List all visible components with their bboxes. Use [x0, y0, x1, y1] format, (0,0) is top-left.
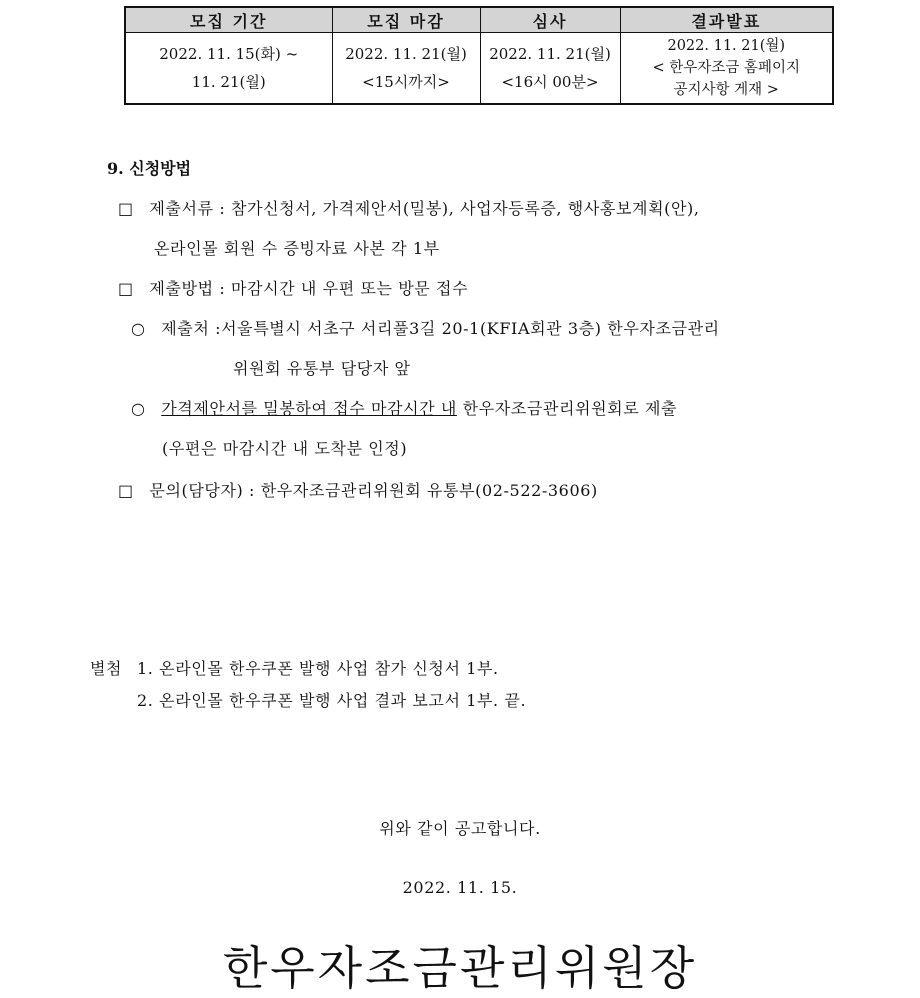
- section-heading: 9. 신청방법: [107, 159, 192, 178]
- cell-text: <16시 00분>: [501, 73, 599, 91]
- attachment-label: 별첨: [90, 659, 123, 678]
- cell-text: < 한우자조금 홈페이지: [652, 60, 800, 76]
- list-item: [118, 276, 468, 299]
- circle-bullet: ○: [131, 399, 146, 418]
- cell-text: <15시까지>: [362, 73, 450, 91]
- notice-date: 2022. 11. 15.: [402, 878, 518, 897]
- circle-bullet: ○: [131, 319, 146, 338]
- cell-text: 11. 21(월): [191, 73, 266, 91]
- cell-recruit-period: [125, 33, 332, 105]
- square-bullet: □: [118, 481, 134, 500]
- list-item: [118, 478, 598, 501]
- list-item: [131, 396, 677, 419]
- list-item-continuation: (우편은 마감시간 내 도착분 인정): [162, 439, 408, 458]
- header-result: 결과발표: [620, 7, 833, 33]
- list-item-continuation: 온라인몰 회원 수 증빙자료 사본 각 1부: [154, 239, 440, 258]
- square-bullet: □: [118, 199, 134, 218]
- cell-result: [620, 33, 833, 105]
- square-bullet: □: [118, 279, 134, 298]
- schedule-row: [125, 33, 833, 105]
- cell-text: 공지사항 게재 >: [673, 82, 779, 98]
- list-item-text: 한우자조금관리위원회로 제출: [456, 399, 678, 418]
- list-item: [118, 196, 700, 219]
- issuer-title: 한우자조금관리위원장: [222, 941, 698, 995]
- schedule-header-row: [125, 7, 833, 33]
- list-item-text: 제출방법 : 마감시간 내 우편 또는 방문 접수: [149, 279, 469, 298]
- schedule-table: [124, 6, 834, 105]
- cell-text: 2022. 11. 21(월): [667, 38, 786, 54]
- cell-recruit-deadline: [332, 33, 480, 105]
- underlined-text: 가격제안서를 밀봉하여 접수 마감시간 내: [161, 399, 457, 418]
- list-item-text: 제출처 :서울특별시 서초구 서리풀3길 20-1(KFIA회관 3층) 한우자조금관리: [161, 319, 720, 338]
- cell-text: 2022. 11. 15(화) ~: [159, 45, 299, 63]
- header-recruit-period: 모집 기간: [125, 7, 332, 33]
- cell-review: [480, 33, 620, 105]
- attachment-item: 1. 온라인몰 한우쿠폰 발행 사업 참가 신청서 1부.: [137, 659, 499, 678]
- list-item-text: 제출서류 : 참가신청서, 가격제안서(밀봉), 사업자등록증, 행사홍보계획(안),: [149, 199, 700, 218]
- header-recruit-deadline: 모집 마감: [332, 7, 480, 33]
- cell-text: 2022. 11. 21(월): [345, 45, 467, 63]
- header-review: 심사: [480, 7, 620, 33]
- cell-text: 2022. 11. 21(월): [489, 45, 611, 63]
- closing-statement: 위와 같이 공고합니다.: [379, 819, 541, 838]
- list-item: [131, 316, 720, 339]
- attachment-item: 2. 온라인몰 한우쿠폰 발행 사업 결과 보고서 1부. 끝.: [137, 691, 527, 710]
- list-item-text: 문의(담당자) : 한우자조금관리위원회 유통부(02-522-3606): [149, 481, 598, 500]
- list-item-continuation: 위원회 유통부 담당자 앞: [233, 359, 411, 378]
